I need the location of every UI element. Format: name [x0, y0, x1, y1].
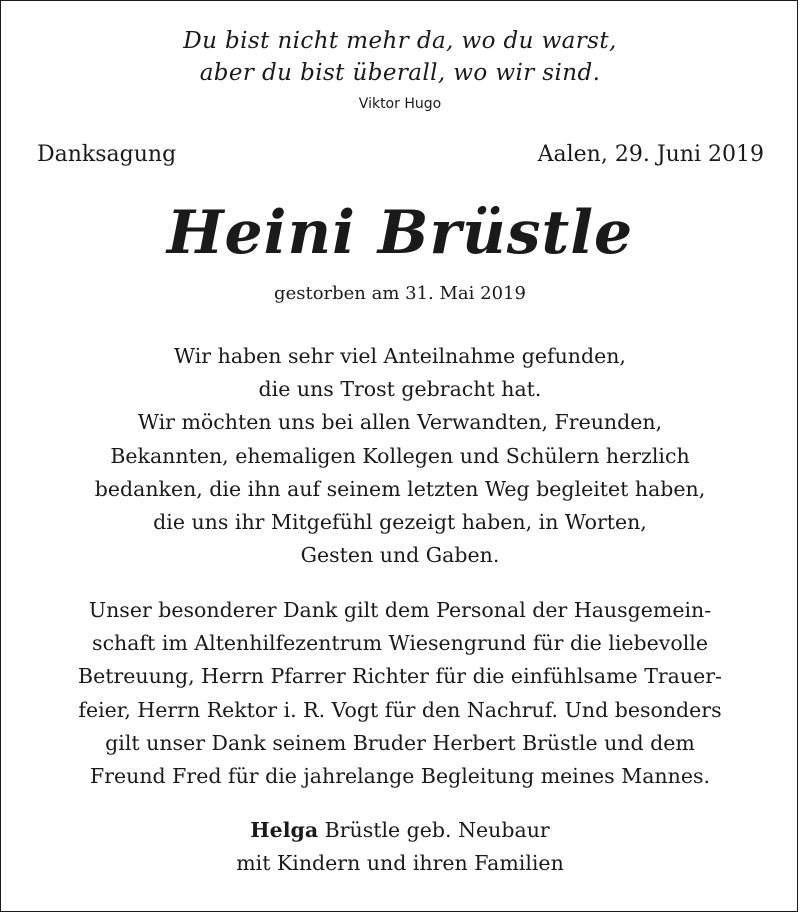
text-line: Freund Fred für die jahrelange Begleitung meines Mannes.	[89, 764, 711, 789]
signature-first-name: Helga	[250, 818, 319, 842]
place-date: Aalen, 29. Juni 2019	[537, 142, 764, 167]
signature-line-2: mit Kindern und ihren Familien	[236, 851, 564, 876]
signature-line-1	[0, 814, 800, 847]
text-line: bedanken, die ihn auf seinem letzten Weg begleitet haben,	[94, 476, 706, 501]
text-line: die uns ihr Mitgefühl gezeigt haben, in Worten,	[153, 510, 647, 535]
motto-line-1: Du bist nicht mehr da, wo du warst,	[183, 28, 617, 54]
notice-type: Danksagung	[37, 142, 177, 167]
deceased-name: Heini Brüstle	[166, 198, 634, 268]
text-line: feier, Herrn Rektor i. R. Vogt für den Nachruf. Und besonders	[78, 697, 722, 722]
text-line: Gesten und Gaben.	[300, 543, 500, 568]
special-thanks-paragraph	[0, 594, 800, 793]
text-line: Wir möchten uns bei allen Verwandten, Freunden,	[137, 410, 663, 435]
signature	[0, 814, 800, 880]
date-of-death: gestorben am 31. Mai 2019	[274, 283, 526, 304]
text-line: Betreuung, Herrn Pfarrer Richter für die einfühlsame Trauer-	[78, 664, 722, 689]
text-line: gilt unser Dank seinem Bruder Herbert Brüstle und dem	[105, 730, 695, 755]
text-line: die uns Trost gebracht hat.	[258, 377, 542, 402]
text-line: Wir haben sehr viel Anteilnahme gefunden,	[174, 344, 626, 368]
motto-line-2: aber du bist überall, wo wir sind.	[199, 60, 601, 86]
text-line: schaft im Altenhilfezentrum Wiesengrund für die liebevolle	[92, 631, 708, 656]
thanks-paragraph	[0, 340, 800, 572]
text-line: Unser besonderer Dank gilt dem Personal der Hausgemein-	[88, 598, 712, 622]
motto-author: Viktor Hugo	[358, 96, 442, 112]
text-line: Bekannten, ehemaligen Kollegen und Schülern herzlich	[110, 443, 690, 468]
signature-rest: Brüstle geb. Neubaur	[318, 818, 550, 842]
